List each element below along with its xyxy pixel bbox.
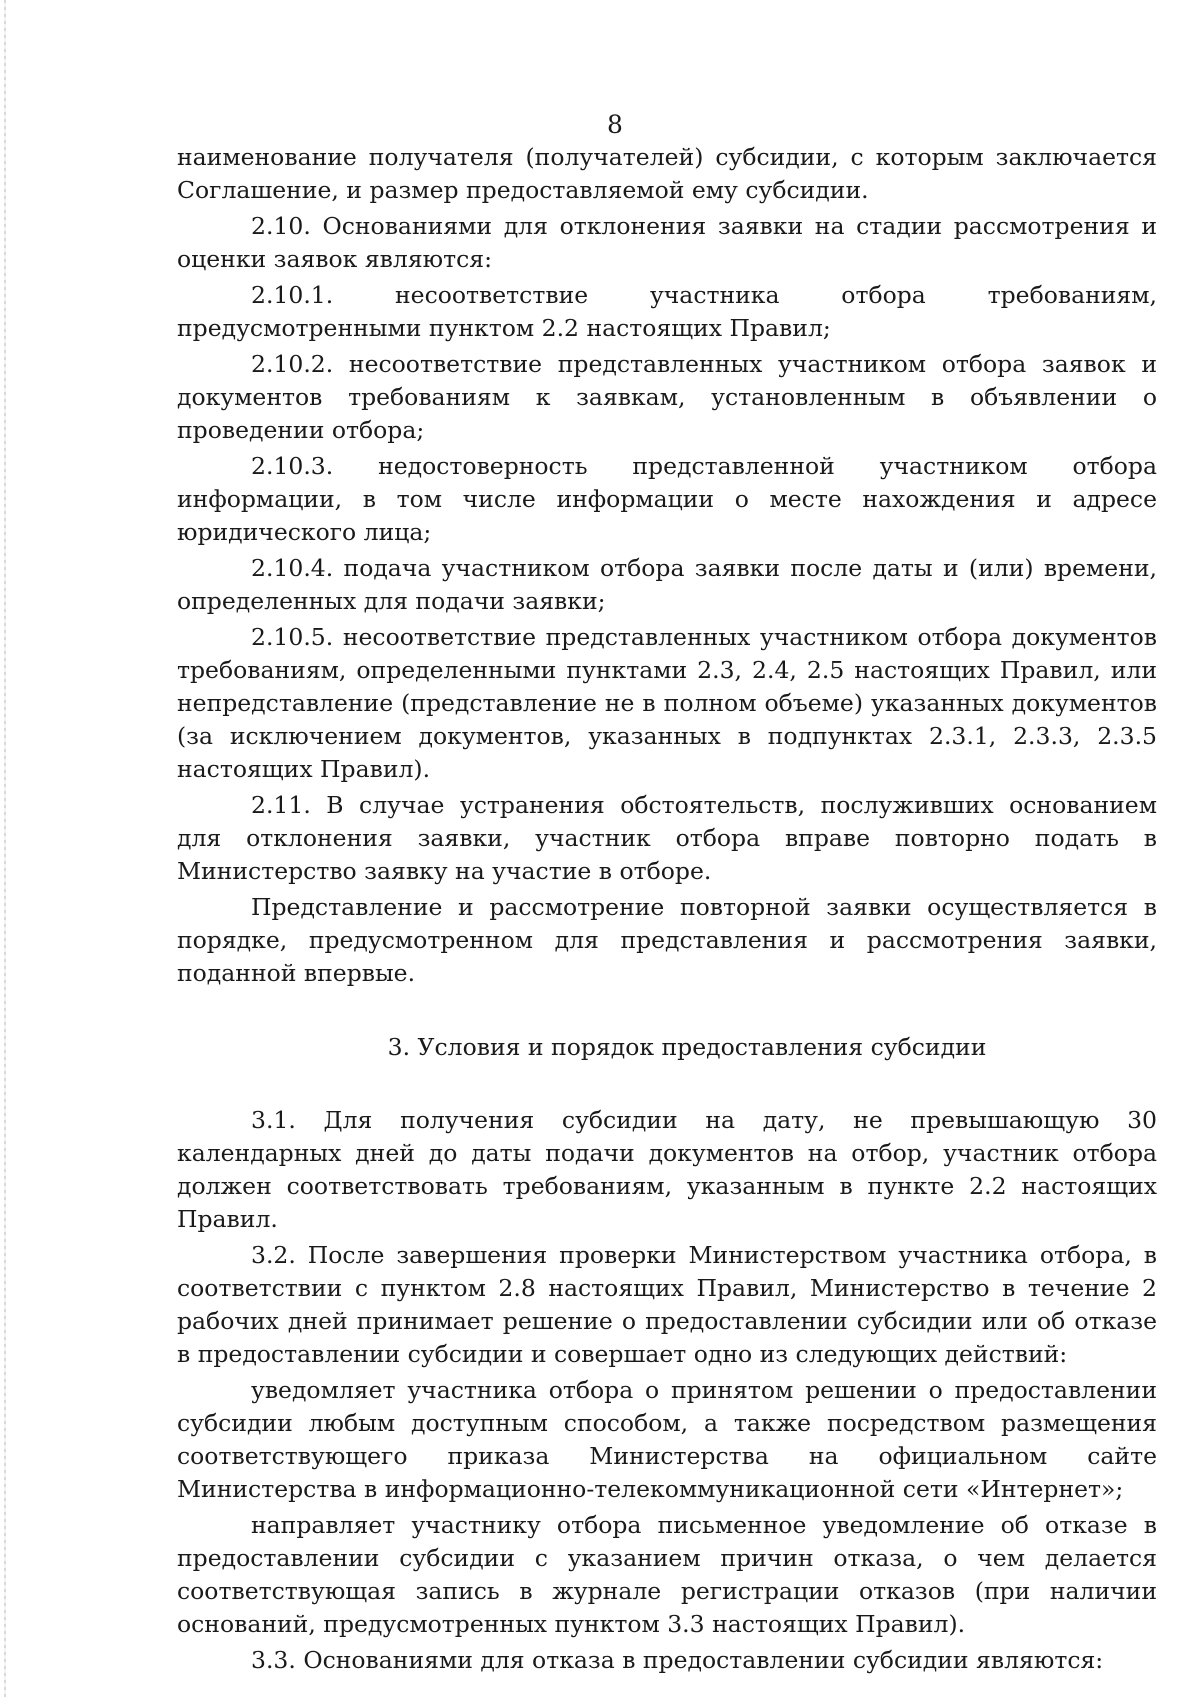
paragraph-3-1: 3.1. Для получения субсидии на дату, не превышающую 30 календарных дней до даты подачи документов на отбор, участник отбора должен соответствовать требованиям, указанным в пункте 2.2 настоящих Правил.	[177, 1106, 1157, 1233]
paragraph-notify-refusal: направляет участнику отбора письменное уведомление об отказе в предоставлении субсидии с указанием причин отказа, о чем делается соответствующая запись в журнале регистрации отказов (при наличии оснований, предусмотренных пунктом 3.3 настоящих Правил).	[177, 1511, 1157, 1638]
paragraph-2-10-3: 2.10.3. недостоверность представленной участником отбора информации, в том числе информации о месте нахождения и адресе юридического лица;	[177, 452, 1157, 546]
paragraph-2-10-2: 2.10.2. несоответствие представленных участником отбора заявок и документов требованиям к заявкам, установленным в объявлении о проведении отбора;	[177, 350, 1157, 444]
page-number: 8	[607, 110, 623, 139]
paragraph-2-10-1: 2.10.1. несоответствие участника отбора требованиям, предусмотренными пунктом 2.2 настоящих Правил;	[177, 281, 1157, 342]
paragraph-2-11: 2.11. В случае устранения обстоятельств, послуживших основанием для отклонения заявки, участник отбора вправе повторно подать в Министерство заявку на участие в отборе.	[177, 791, 1157, 885]
section-heading: 3. Условия и порядок предоставления субсидии	[387, 1033, 987, 1061]
paragraph-repeat-application: Представление и рассмотрение повторной заявки осуществляется в порядке, предусмотренном для представления и рассмотрения заявки, поданной впервые.	[177, 893, 1157, 987]
paragraph-2-10-4: 2.10.4. подача участником отбора заявки после даты и (или) времени, определенных для подачи заявки;	[177, 554, 1157, 615]
paragraph-continuation: наименование получателя (получателей) субсидии, с которым заключается Соглашение, и размер предоставляемой ему субсидии.	[177, 143, 1157, 204]
paragraph-2-10: 2.10. Основаниями для отклонения заявки на стадии рассмотрения и оценки заявок являются:	[177, 212, 1157, 273]
paragraph-3-2: 3.2. После завершения проверки Министерством участника отбора, в соответствии с пунктом 2.8 настоящих Правил, Министерство в течение 2 рабочих дней принимает решение о предоставлении субсидии или об отказе в предоставлении субсидии и совершает одно из следующих действий:	[177, 1241, 1157, 1368]
paragraph-3-3: 3.3. Основаниями для отказа в предоставлении субсидии являются:	[251, 1646, 1104, 1674]
document-body	[177, 141, 1157, 1677]
paragraph-notify-approval: уведомляет участника отбора о принятом решении о предоставлении субсидии любым доступным способом, а также посредством размещения соответствующего приказа Министерства на официальном сайте Министерства в информационно-телекоммуникационной сети «Интернет»;	[177, 1376, 1157, 1503]
paragraph-2-10-5: 2.10.5. несоответствие представленных участником отбора документов требованиям, определенными пунктами 2.3, 2.4, 2.5 настоящих Правил, или непредставление (представление не в полном объеме) указанных документов (за исключением документов, указанных в подпунктах 2.3.1, 2.3.3, 2.3.5 настоящих Правил).	[177, 623, 1157, 783]
scan-edge-artifact	[4, 0, 6, 1697]
